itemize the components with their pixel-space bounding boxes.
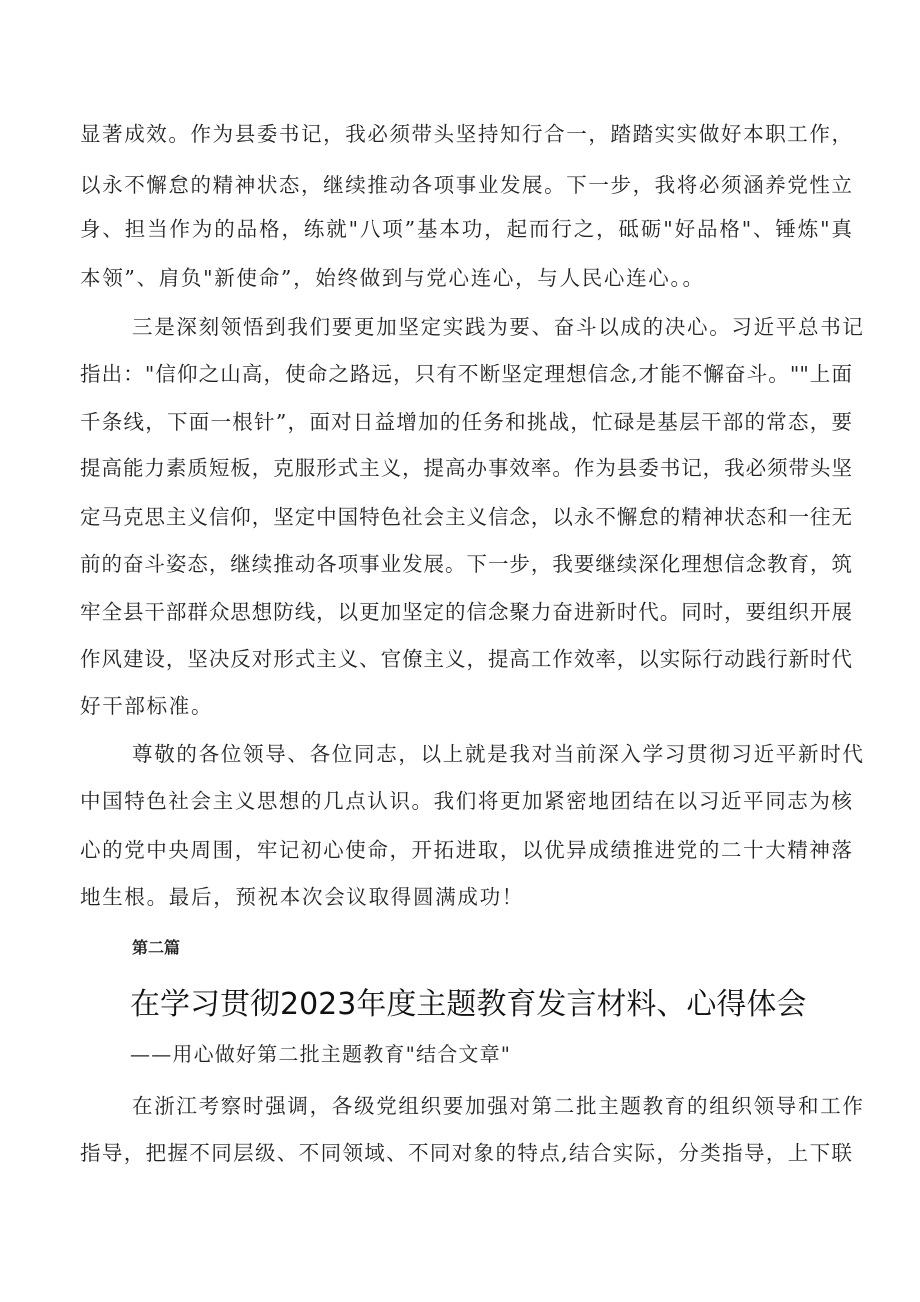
article-title: 在学习贯彻2023年度主题教育发言材料、心得体会 <box>130 987 807 1022</box>
paragraph-line: 中国特色社会主义思想的几点认识。我们将更加紧密地团结在以习近平同志为核 <box>80 789 852 813</box>
paragraph-line: 指导，把握不同层级、不同领域、不同对象的特点,结合实际，分类指导，上下联 <box>80 1141 852 1165</box>
paragraph-line: 身、担当作为的品格，练就"八项”基本功，起而行之，砥砺"好品格"、锤炼"真 <box>80 217 852 241</box>
paragraph-line: 提高能力素质短板，克服形式主义，提高办事效率。作为县委书记，我必须带头坚 <box>80 456 852 480</box>
article-subtitle: ——用心做好第二批主题教育"结合文章" <box>130 1042 512 1066</box>
paragraph-line: 前的奋斗姿态，继续推动各项事业发展。下一步，我要继续深化理想信念教育，筑 <box>80 552 852 576</box>
paragraph-line: 尊敬的各位领导、各位同志，以上就是我对当前深入学习贯彻习近平新时代 <box>132 742 865 766</box>
paragraph-line: 在浙江考察时强调，各级党组织要加强对第二批主题教育的组织领导和工作 <box>132 1094 865 1118</box>
paragraph-line: 地生根。最后，预祝本次会议取得圆满成功！ <box>80 885 524 909</box>
paragraph-line: 指出："信仰之山高，使命之路远，只有不断坚定理想信念,才能不懈奋斗。""上面 <box>80 362 852 386</box>
paragraph-line: 千条线，下面一根针”，面对日益增加的任务和挑战，忙碌是基层干部的常态，要 <box>80 410 852 434</box>
paragraph-line: 好干部标准。 <box>80 694 214 718</box>
paragraph-line: 三是深刻领悟到我们要更加坚定实践为要、奋斗以成的决心。习近平总书记 <box>132 315 865 339</box>
paragraph-line: 本领”、肩负"新使命”，始终做到与党心连心，与人民心连心。。 <box>80 266 705 290</box>
paragraph-line: 定马克思主义信仰，坚定中国特色社会主义信念，以永不懈怠的精神状态和一往无 <box>80 505 852 529</box>
paragraph-line: 显著成效。作为县委书记，我必须带头坚持知行合一，踏踏实实做好本职工作， <box>80 122 852 146</box>
paragraph-line: 以永不懈怠的精神状态，继续推动各项事业发展。下一步，我将必须涵养党性立 <box>80 173 852 197</box>
paragraph-line: 心的党中央周围，牢记初心使命，开拓进取，以优异成绩推进党的二十大精神落 <box>80 838 852 862</box>
paragraph-line: 作风建设，坚决反对形式主义、官僚主义，提高工作效率，以实际行动践行新时代 <box>80 647 852 671</box>
section-label: 第二篇 <box>132 938 181 957</box>
paragraph-line: 牢全县干部群众思想防线，以更加坚定的信念聚力奋进新时代。同时，要组织开展 <box>80 600 852 624</box>
